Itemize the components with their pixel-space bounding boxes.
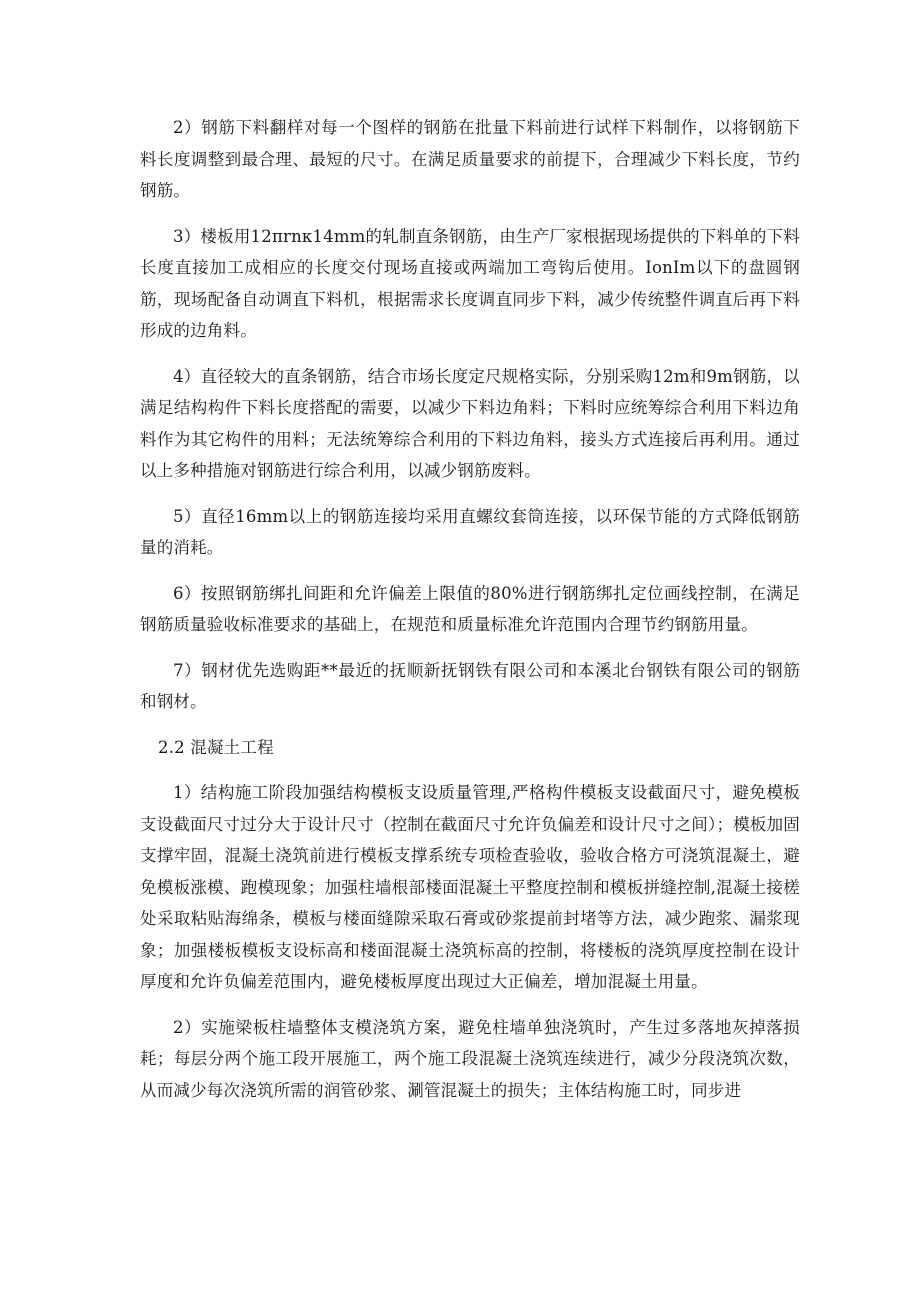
concrete-paragraph-1: 1）结构施工阶段加强结构模板支设质量管理,严格构件模板支设截面尺寸，避免模板支设截面尺寸过分大于设计尺寸（控制在截面尺寸允许负偏差和设计尺寸之间）；模板加固支撑牢固，混凝土浇筑前进行模板支撑系统专项检查验收，验收合格方可浇筑混凝土，避免模板涨模、跑模现象；加强柱墙根部楼面混凝土平整度控制和模板拼缝控制,混凝土接槎处采取粘贴海绵条，模板与楼面缝隙采取石膏或砂浆提前封堵等方法，减少跑浆、漏浆现象；加强楼板模板支设标高和楼面混凝土浇筑标高的控制，将楼板的浇筑厚度控制在设计厚度和允许负偏差范围内，避免楼板厚度出现过大正偏差，增加混凝土用量。 — [140, 783, 800, 991]
paragraph-item-5: 5）直径16mm以上的钢筋连接均采用直螺纹套筒连接，以环保节能的方式降低钢筋量的消耗。 — [140, 506, 800, 557]
paragraph-item-6: 6）按照钢筋绑扎间距和允许偏差上限值的80%进行钢筋绑扎定位画线控制，在满足钢筋质量验收标准要求的基础上，在规范和质量标准允许范围内合理节约钢筋用量。 — [140, 583, 800, 634]
section-heading: 2.2 混凝土工程 — [158, 737, 274, 757]
paragraph-item-2: 2）钢筋下料翻样对每一个图样的钢筋在批量下料前进行试样下料制作，以将钢筋下料长度调整到最合理、最短的尺寸。在满足质量要求的前提下，合理减少下料长度，节约钢筋。 — [140, 118, 800, 200]
paragraph-item-4: 4）直径较大的直条钢筋，结合市场长度定尺规格实际，分别采购12m和9m钢筋，以满足结构构件下料长度搭配的需要，以减少下料边角料；下料时应统筹综合利用下料边角料作为其它构件的用料；无法统筹综合利用的下料边角料，接头方式连接后再利用。通过以上多种措施对钢筋进行综合利用，以减少钢筋废料。 — [140, 366, 800, 480]
paragraph-item-7: 7）钢材优先选购距**最近的抚顺新抚钢铁有限公司和本溪北台钢铁有限公司的钢筋和钢材。 — [140, 660, 800, 711]
paragraph-item-3: 3）楼板用12πrnκ14mm的轧制直条钢筋，由生产厂家根据现场提供的下料单的下料长度直接加工成相应的长度交付现场直接或两端加工弯钩后使用。IonIm以下的盘圆钢筋，现场配备自动调直下料机，根据需求长度调直同步下料，减少传统整件调直后再下料形成的边角料。 — [140, 226, 800, 340]
concrete-paragraph-2: 2）实施梁板柱墙整体支模浇筑方案，避免柱墙单独浇筑时，产生过多落地灰掉落损耗；每层分两个施工段开展施工，两个施工段混凝土浇筑连续进行，减少分段浇筑次数，从而减少每次浇筑所需的润管砂浆、涮管混凝土的损失；主体结构施工时，同步进 — [140, 1017, 800, 1100]
document-page — [140, 112, 800, 1106]
